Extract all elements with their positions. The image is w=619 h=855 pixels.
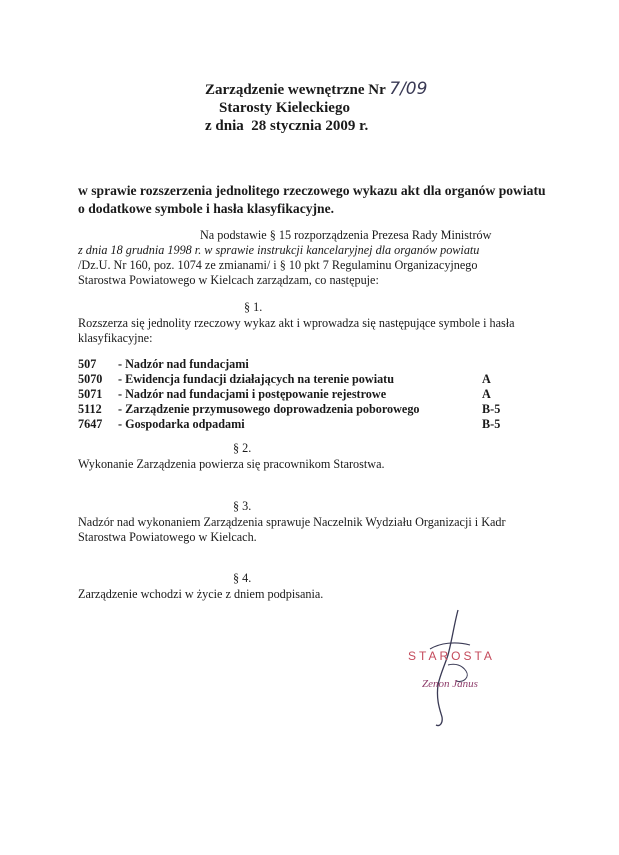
preamble-line-4: Starostwa Powiatowego w Kielcach zarządzam, co następuje: [78, 273, 379, 287]
symbol-code: 507 [78, 357, 97, 371]
header-title-prefix: Zarządzenie wewnętrzne Nr [205, 82, 386, 98]
symbol-name: - Gospodarka odpadami [118, 417, 245, 431]
symbol-code: 5071 [78, 387, 103, 401]
section-3-text [78, 515, 506, 545]
section-1-text-line-2: klasyfikacyjne: [78, 331, 153, 345]
header-issuer: Starosty Kieleckiego [219, 100, 350, 116]
header-title-line [205, 80, 427, 99]
symbols-table [78, 357, 518, 432]
handwritten-signature [400, 605, 510, 735]
table-row [78, 372, 518, 387]
section-2-text: Wykonanie Zarządzenia powierza się pracownikom Starostwa. [78, 457, 385, 471]
stamp-name: Zenon Janus [422, 678, 478, 690]
document-subject: w sprawie rozszerzenia jednolitego rzeczowego wykazu akt dla organów powiatu o dodatkowe symbole i hasła klasyfikacyjne. [78, 183, 546, 216]
handwritten-number: 7/09 [389, 79, 428, 99]
symbol-code: 5112 [78, 402, 102, 416]
section-2-heading: § 2. [233, 441, 252, 455]
preamble-line-3: /Dz.U. Nr 160, poz. 1074 ze zmianami/ i § 10 pkt 7 Regulaminu Organizacyjnego [78, 258, 478, 272]
header-date-line [205, 117, 427, 135]
document-header [205, 80, 427, 135]
symbol-name: - Ewidencja fundacji działających na terenie powiatu [118, 372, 395, 386]
stamp-title: STAROSTA [408, 649, 495, 663]
section-3-text-line-2: Starostwa Powiatowego w Kielcach. [78, 530, 257, 544]
symbol-category: B-5 [482, 402, 501, 416]
section-1-heading: § 1. [244, 300, 263, 314]
symbol-name: - Zarządzenie przymusowego doprowadzenia poborowego [118, 402, 420, 416]
symbol-code: 7647 [78, 417, 103, 431]
symbol-category: A [482, 372, 491, 386]
section-4-text: Zarządzenie wchodzi w życie z dniem podpisania. [78, 587, 324, 601]
symbol-name: - Nadzór nad fundacjami i postępowanie rejestrowe [118, 387, 387, 401]
table-row [78, 402, 518, 417]
symbol-category: A [482, 387, 491, 401]
symbol-code: 5070 [78, 372, 103, 386]
section-3-text-line-1: Nadzór nad wykonaniem Zarządzenia sprawuje Naczelnik Wydziału Organizacji i Kadr [78, 515, 506, 529]
symbol-name: - Nadzór nad fundacjami [118, 357, 249, 371]
section-1-text-line-1: Rozszerza się jednolity rzeczowy wykaz akt i wprowadza się następujące symbole i hasła [78, 316, 515, 330]
section-1-text [78, 316, 515, 346]
header-date: 28 stycznia 2009 r. [251, 118, 369, 134]
table-row [78, 387, 518, 402]
preamble [78, 228, 491, 288]
preamble-line-2: z dnia 18 grudnia 1998 r. w sprawie instrukcji kancelaryjnej dla organów powiatu [78, 243, 480, 257]
section-4-heading: § 4. [233, 571, 252, 585]
symbol-category: B-5 [482, 417, 501, 431]
table-row [78, 357, 518, 372]
preamble-line-1: Na podstawie § 15 rozporządzenia Prezesa Rady Ministrów [200, 228, 492, 242]
section-3-heading: § 3. [233, 499, 252, 513]
header-date-prefix: z dnia [205, 118, 244, 134]
symbol-category [482, 357, 518, 372]
table-row [78, 417, 518, 432]
